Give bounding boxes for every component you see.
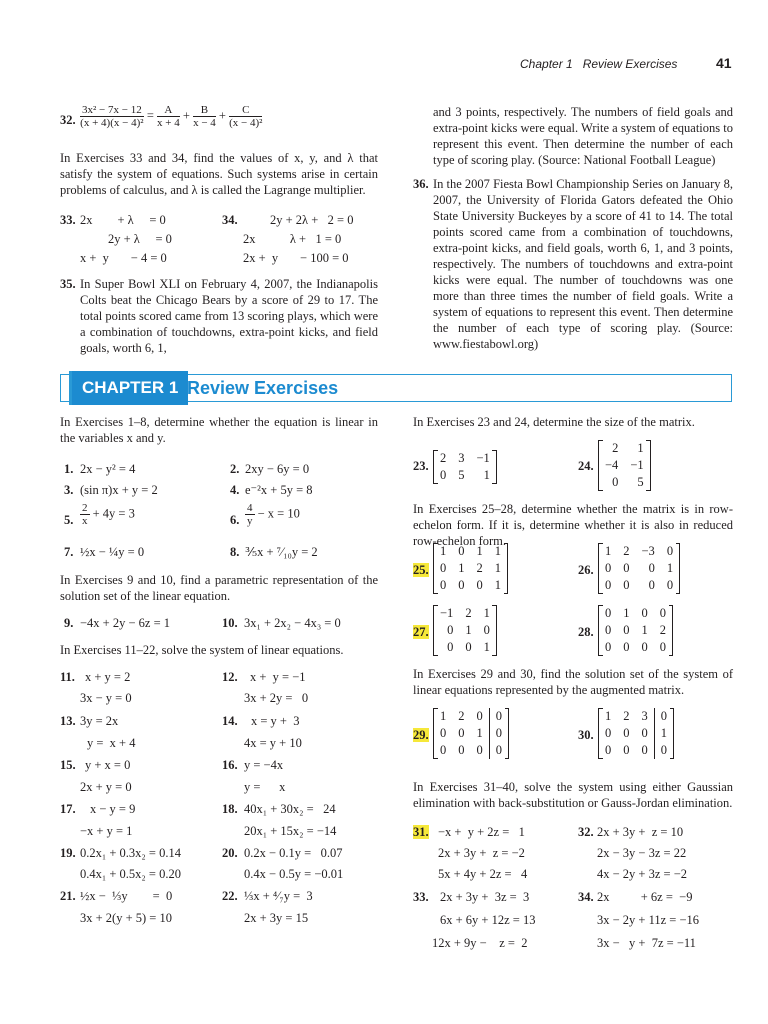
matrix-cell: −4	[605, 458, 619, 472]
matrix-row	[434, 577, 508, 594]
ex32-lhs: $\frac{\text{3x² − 7x − 12}}{\text{(x + 4)(x − 4)²}}$	[80, 104, 144, 129]
matrix-cell: 0	[623, 623, 630, 637]
ex27-number	[413, 624, 429, 640]
ex35-continued: and 3 points, respectively. The numbers of field goals and extra-point kicks were equal. Write a system of equations to represent this event. Then determine the number of each type of scoring play. (Source: National Football League)	[433, 105, 733, 167]
matrix-cell: 1	[465, 623, 472, 637]
matrix-cell: 2	[659, 623, 666, 637]
ex31-highlight: 31.	[413, 825, 429, 839]
ex33-line1: 2x + λ = 0	[80, 213, 166, 227]
matrix-cell: 0	[605, 561, 612, 575]
matrix-cell: 0	[623, 578, 630, 592]
matrix-cell: 0	[440, 468, 447, 482]
ex27-matrix	[433, 605, 497, 656]
matrix-cell: 0	[471, 742, 490, 759]
ex34b-line2: 3x − 2y + 11z = −16	[597, 913, 700, 927]
ex16-line2: y = x	[244, 780, 286, 794]
matrix-row	[599, 440, 651, 457]
matrix-row	[434, 639, 497, 656]
matrix-cell: 0	[495, 726, 502, 740]
ex12-number: 12.	[222, 670, 238, 684]
ex18-line2: 20x₁ + 15x₂ = −14	[244, 824, 337, 838]
matrix-cell: 0	[483, 623, 490, 637]
ex17-number: 17.	[60, 802, 76, 816]
matrix-cell: 0	[440, 743, 447, 757]
ex34-line2: 2x λ + 1 = 0	[243, 232, 342, 246]
ex28-number: 28.	[578, 625, 594, 639]
ex17-line2: −x + y = 1	[80, 824, 133, 838]
ex33-line2: 2y + λ = 0	[108, 232, 172, 246]
ex4-eq: e⁻²x + 5y = 8	[245, 483, 313, 497]
matrix-cell: 0	[495, 709, 502, 723]
ex30-matrix	[598, 708, 674, 759]
ex10-eq: 3x₁ + 2x₂ − 4x₃ = 0	[244, 616, 341, 630]
intro-31-40: In Exercises 31–40, solve the system using either Gaussian elimination with back-substitution or Gauss-Jordan elimination.	[413, 780, 733, 810]
ex34-line1: 2y + 2λ + 2 = 0	[270, 213, 354, 227]
ex35-number: 35.	[60, 277, 76, 291]
matrix-row	[599, 708, 674, 725]
matrix-cell: 2	[458, 709, 465, 723]
matrix-cell: 1	[440, 709, 447, 723]
running-header	[520, 57, 677, 71]
matrix-cell: 0	[447, 623, 454, 637]
ex33b-line2: 6x + 6y + 12z = 13	[440, 913, 536, 927]
intro-1-8: In Exercises 1–8, determine whether the equation is linear in the variables x and y.	[60, 415, 378, 445]
ex32b-line2: 2x − 3y − 3z = 22	[597, 846, 687, 860]
ex22-line1: ⅓x + ⁴⁄₇y = 3	[244, 889, 313, 903]
matrix-cell: 1	[666, 561, 674, 575]
ex8-number: 8.	[230, 545, 240, 559]
ex13-line1: 3y = 2x	[80, 714, 119, 728]
matrix-row	[434, 450, 497, 467]
matrix-cell: 1	[494, 578, 501, 592]
ex32-number: 32.	[60, 113, 76, 127]
ex8-eq: ⅗x + ⁷⁄₁₀y = 2	[245, 545, 318, 559]
ex5-eq: + 4y = 3	[92, 506, 135, 521]
ex26-number: 26.	[578, 563, 594, 577]
ex21-number: 21.	[60, 889, 76, 903]
ex5-expr	[80, 502, 135, 527]
ex12-line1: x + y = −1	[250, 670, 306, 684]
matrix-row	[434, 560, 508, 577]
ex4-number: 4.	[230, 483, 240, 497]
ex14-line2: 4x = y + 10	[244, 736, 302, 750]
banner-title: Review Exercises	[187, 378, 339, 398]
matrix-cell: 0	[458, 578, 465, 592]
ex15-line1: y + x = 0	[85, 758, 131, 772]
ex34b-line1: 2x + 6z = −9	[597, 890, 693, 904]
ex2-eq: 2xy − 6y = 0	[245, 462, 310, 476]
matrix-cell: 0	[476, 578, 483, 592]
matrix-cell: 1	[458, 561, 465, 575]
ex10-number: 10.	[222, 616, 238, 630]
matrix-cell: 0	[440, 726, 447, 740]
matrix-cell: 2	[623, 709, 630, 723]
matrix-cell: −1	[630, 458, 644, 472]
matrix-cell: −1	[440, 606, 454, 620]
matrix-cell: 0	[465, 640, 472, 654]
matrix-cell: 0	[648, 561, 655, 575]
ex34b-number: 34.	[578, 890, 594, 904]
ex32-equation: $\frac{\text{3x² − 7x − 12}}{\text{(x + 4)(x − 4)²}}$ = $\frac{A}{x + 4}$ + $\frac{B}{x - 4}$ + $\frac{C}{\text{(x − 4)²}}$	[80, 104, 263, 129]
matrix-cell: 0	[605, 726, 612, 740]
ex5-number: 5.	[64, 513, 74, 527]
ex3-number: 3.	[64, 483, 74, 497]
ex32b-line1: 2x + 3y + z = 10	[597, 825, 684, 839]
ex22-line2: 2x + 3y = 15	[244, 911, 309, 925]
ex5-frac: $\frac{2}{x}$	[82, 502, 88, 527]
matrix-cell: 0	[495, 743, 502, 757]
matrix-cell: 0	[666, 544, 674, 558]
matrix-cell: 0	[605, 623, 612, 637]
ex32b-line3: 4x − 2y + 3z = −2	[597, 867, 687, 881]
ex7-eq: ½x − ¼y = 0	[80, 545, 145, 559]
ex18-line1: 40x₁ + 30x₂ = 24	[244, 802, 336, 816]
ex32-frac-c: $\frac{C}{\text{(x − 4)²}}$	[229, 104, 263, 129]
ex29-highlight: 29.	[413, 728, 429, 742]
matrix-cell: 1	[471, 725, 490, 742]
ex34-number: 34.	[222, 213, 238, 227]
matrix-row	[434, 605, 497, 622]
ex11-number: 11.	[60, 670, 75, 684]
ex33-line3: x + y − 4 = 0	[80, 251, 167, 265]
ex3-eq: (sin π)x + y = 2	[80, 483, 158, 497]
ex33b-line1: 2x + 3y + 3z = 3	[440, 890, 530, 904]
ex19-line1: 0.2x₁ + 0.3x₂ = 0.14	[80, 846, 181, 860]
ex15-number: 15.	[60, 758, 76, 772]
ex36-text: In the 2007 Fiesta Bowl Championship Series on January 8, 2007, the University of Florida Gators defeated the Ohio State University Buckeyes by a score of 41 to 14. The total points scored came from a combination of touchdowns, extra-point kicks, and field goals, worth 6, 1, and 3 points, respectively. The numbers of touchdowns and extra-point kicks were equal. The number of touchdowns was one more than three times the number of field goals. Write a system of equations to represent this event. Then determine the number of each type of scoring play. (Source: www.fiestabowl.org)	[433, 177, 733, 351]
ex33b-number: 33.	[413, 890, 429, 904]
ex32-frac-b: $\frac{B}{x - 4}$	[193, 104, 216, 129]
matrix-row	[434, 622, 497, 639]
matrix-row	[599, 742, 674, 759]
matrix-cell: 1	[440, 544, 447, 558]
matrix-row	[434, 708, 509, 725]
ex33b-line3: 12x + 9y − z = 2	[432, 936, 528, 950]
matrix-cell: 0	[666, 578, 674, 592]
banner-chapter-label: CHAPTER 1	[72, 371, 188, 405]
ex14-line1: x = y + 3	[251, 714, 300, 728]
matrix-row	[599, 622, 673, 639]
header-chapter: Chapter 1	[520, 57, 573, 71]
matrix-cell: −3	[641, 544, 655, 558]
intro-25-28: In Exercises 25–28, determine whether the matrix is in row-echelon form. If it is, determine whether it is also in reduced row-echelon form.	[413, 502, 733, 548]
ex16-line1: y = −4x	[244, 758, 284, 772]
matrix-row	[599, 474, 651, 491]
matrix-cell: 0	[605, 640, 612, 654]
ex11-line1: x + y = 2	[85, 670, 131, 684]
matrix-cell: 1	[483, 640, 490, 654]
matrix-row	[599, 457, 651, 474]
matrix-cell: 2	[440, 451, 447, 465]
matrix-row	[599, 577, 680, 594]
ex20-number: 20.	[222, 846, 238, 860]
ex29-matrix	[433, 708, 509, 759]
matrix-row	[434, 725, 509, 742]
intro-11-22: In Exercises 11–22, solve the system of linear equations.	[60, 643, 344, 657]
ex6-number: 6.	[230, 513, 240, 527]
matrix-row	[599, 725, 674, 742]
matrix-cell: 1	[483, 468, 490, 482]
matrix-cell: 0	[648, 578, 655, 592]
matrix-row	[599, 605, 673, 622]
ex23-number: 23.	[413, 459, 429, 473]
matrix-cell: 1	[476, 544, 483, 558]
ex21-line1: ½x − ⅓y = 0	[80, 889, 173, 903]
matrix-cell: 0	[440, 561, 447, 575]
matrix-cell: 0	[623, 640, 630, 654]
matrix-cell: 0	[636, 725, 655, 742]
matrix-cell: 0	[623, 561, 630, 575]
ex19-number: 19.	[60, 846, 76, 860]
matrix-cell: 0	[471, 708, 490, 725]
ex1-eq: 2x − y² = 4	[80, 462, 136, 476]
header-section: Review Exercises	[582, 57, 678, 71]
ex15-line2: 2x + y = 0	[80, 780, 132, 794]
matrix-cell: 0	[458, 743, 465, 757]
matrix-cell: 0	[623, 726, 630, 740]
ex18-number: 18.	[222, 802, 238, 816]
ex1-number: 1.	[64, 462, 74, 476]
ex28-matrix	[598, 605, 673, 656]
matrix-cell: 0	[605, 578, 612, 592]
ex27-highlight: 27.	[413, 625, 429, 639]
ex31-number	[413, 824, 429, 840]
matrix-cell: 0	[612, 475, 619, 489]
ex34b-line3: 3x − y + 7z = −11	[597, 936, 696, 950]
matrix-cell: 0	[458, 726, 465, 740]
ex26-matrix	[598, 543, 680, 594]
ex14-number: 14.	[222, 714, 238, 728]
ex17-line1: x − y = 9	[90, 802, 136, 816]
matrix-cell: 1	[483, 606, 490, 620]
matrix-cell: 1	[637, 441, 644, 455]
matrix-cell: 0	[447, 640, 454, 654]
matrix-cell: 2	[465, 606, 472, 620]
ex21-line2: 3x + 2(y + 5) = 10	[80, 911, 172, 925]
ex2-number: 2.	[230, 462, 240, 476]
matrix-cell: 1	[494, 561, 501, 575]
ex7-number: 7.	[64, 545, 74, 559]
matrix-cell: 2	[623, 544, 630, 558]
intro-29-30: In Exercises 29 and 30, find the solution set of the system of linear equations represented by the augmented matrix.	[413, 667, 733, 697]
ex29-number	[413, 727, 429, 743]
ex20-line1: 0.2x − 0.1y = 0.07	[244, 846, 343, 860]
ex25-highlight: 25.	[413, 563, 429, 577]
matrix-row	[434, 467, 497, 484]
ex31-line3: 5x + 4y + 2z = 4	[438, 867, 528, 881]
intro-23-24: In Exercises 23 and 24, determine the size of the matrix.	[413, 415, 695, 429]
matrix-row	[599, 560, 680, 577]
ex33-number: 33.	[60, 213, 76, 227]
matrix-row	[434, 543, 508, 560]
matrix-cell: 0	[605, 606, 612, 620]
ex23-matrix	[433, 450, 497, 484]
matrix-cell: 0	[660, 709, 667, 723]
matrix-cell: 0	[440, 578, 447, 592]
matrix-row	[434, 742, 509, 759]
matrix-cell: 1	[494, 544, 501, 558]
matrix-cell: 1	[641, 623, 648, 637]
matrix-row	[599, 543, 680, 560]
ex9-number: 9.	[64, 616, 74, 630]
ex22-number: 22.	[222, 889, 238, 903]
ex6-expr	[245, 502, 300, 527]
ex32b-number: 32.	[578, 825, 594, 839]
ex20-line2: 0.4x − 0.5y = −0.01	[244, 867, 344, 881]
ex31-line2: 2x + 3y + z = −2	[438, 846, 525, 860]
ex31-line1: −x + y + 2z = 1	[438, 825, 525, 839]
matrix-cell: 0	[660, 743, 667, 757]
ex16-number: 16.	[222, 758, 238, 772]
ex11-line2: 3x − y = 0	[80, 691, 132, 705]
matrix-cell: 5	[458, 468, 465, 482]
matrix-cell: 0	[641, 640, 648, 654]
ex13-line2: y = x + 4	[87, 736, 136, 750]
matrix-cell: 1	[605, 709, 612, 723]
ex32-frac-a: $\frac{A}{x + 4}$	[157, 104, 180, 129]
matrix-cell: 0	[458, 544, 465, 558]
matrix-cell: 0	[659, 606, 666, 620]
matrix-row	[599, 639, 673, 656]
ex6-frac: $\frac{4}{y}$	[247, 502, 253, 527]
intro-33-34: In Exercises 33 and 34, find the values of x, y, and λ that satisfy the system of equations. Such systems arise in certain problems of calculus, and λ is called the Lagrange multiplier.	[60, 151, 378, 197]
ex19-line2: 0.4x₁ + 0.5x₂ = 0.20	[80, 867, 181, 881]
page-number: 41	[716, 55, 732, 71]
intro-9-10: In Exercises 9 and 10, find a parametric representation of the solution set of the linear equation.	[60, 573, 378, 603]
ex6-eq: − x = 10	[257, 506, 300, 521]
matrix-cell: 0	[636, 742, 655, 759]
matrix-cell: 3	[458, 451, 465, 465]
ex34-line3: 2x + y − 100 = 0	[243, 251, 349, 265]
matrix-cell: 1	[605, 544, 612, 558]
matrix-cell: 1	[623, 606, 630, 620]
ex13-number: 13.	[60, 714, 76, 728]
chapter-banner	[60, 374, 732, 402]
ex24-number: 24.	[578, 459, 594, 473]
ex12-line2: 3x + 2y = 0	[244, 691, 309, 705]
matrix-cell: 2	[476, 561, 483, 575]
ex36-number: 36.	[413, 177, 429, 191]
matrix-cell: 0	[605, 743, 612, 757]
ex30-number: 30.	[578, 728, 594, 742]
matrix-cell: 1	[660, 726, 667, 740]
ex25-matrix	[433, 543, 508, 594]
matrix-cell: 3	[636, 708, 655, 725]
matrix-cell: 0	[641, 606, 648, 620]
matrix-cell: 5	[637, 475, 644, 489]
matrix-cell: 2	[612, 441, 619, 455]
ex9-eq: −4x + 2y − 6z = 1	[80, 616, 170, 630]
matrix-cell: 0	[659, 640, 666, 654]
ex24-matrix	[598, 440, 651, 491]
ex35-text: In Super Bowl XLI on February 4, 2007, the Indianapolis Colts beat the Chicago Bears by a score of 29 to 17. The total points scored came from 13 scoring plays, which were a combination of touchdowns, extra-point kicks, and field goals, worth 6, 1,	[80, 277, 378, 355]
ex25-number	[413, 562, 429, 578]
matrix-cell: 0	[623, 743, 630, 757]
matrix-cell: −1	[476, 451, 490, 465]
